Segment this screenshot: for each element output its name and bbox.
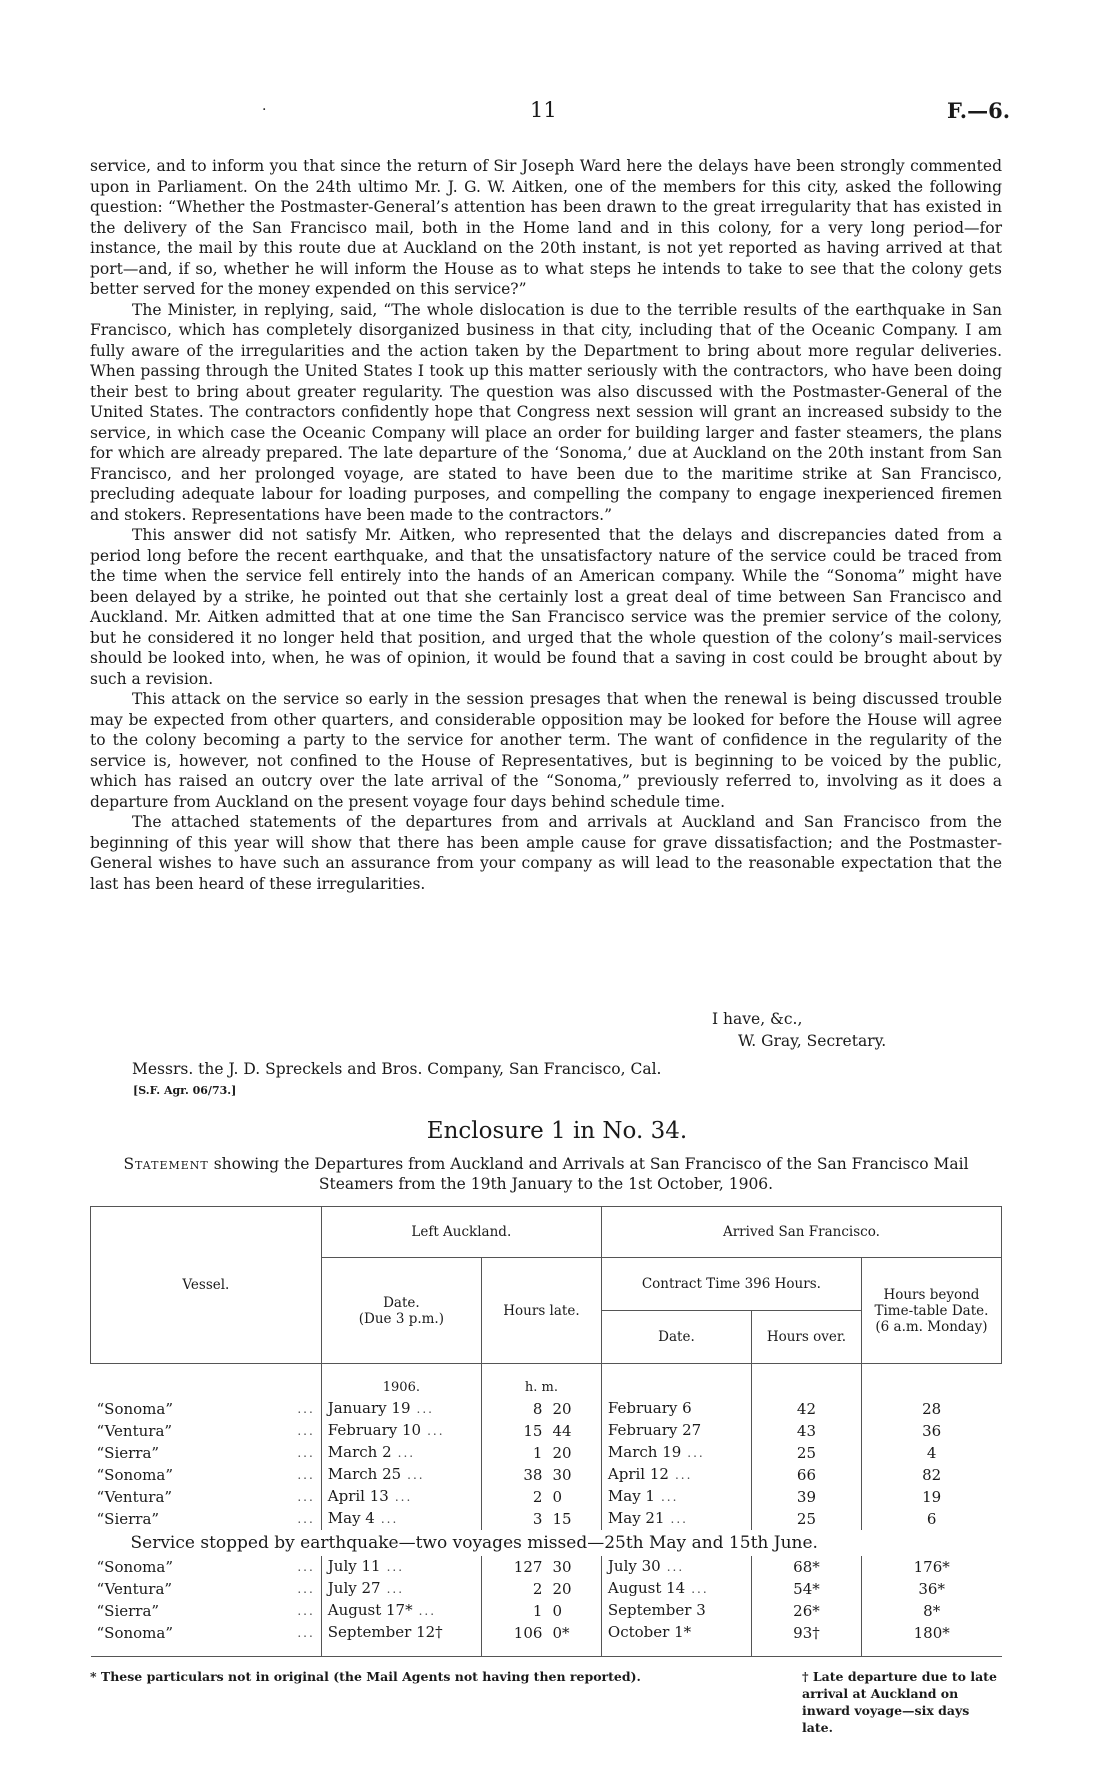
hours-beyond-cell — [861, 1398, 1001, 1420]
left-date: September 12† — [327, 1623, 443, 1641]
paragraph: The Minister, in replying, said, “The whole dislocation is due to the terrible results of the earthquake in San Francisco, which has completely disorganized business in that city, including that of the Oceanic Company. I am fully aware of the irregularities and the action taken by the Department to bring about more regular deliveries. When passing through the United States I took up this matter seriously with the contractors, who have been doing their best to bring about greater regularity. The question was also discussed with the Postmaster-General of the United States. The contractors confidently hope that Congress next session will grant an increased subsidy to the service, in which case the Oceanic Company will place an order for building larger and faster steamers, the plans for which are already prepared. The late departure of the ‘Sonoma,’ due at Auckland on the 20th instant from San Francisco, and her prolonged voyage, are stated to have been due to the maritime strike at San Francisco, precluding adequate labour for loading purposes, and compelling the company to engage inexperienced firemen and stokers. Representations have been made to the contractors.” — [90, 300, 1002, 524]
arrival-date: October 1* — [607, 1623, 692, 1641]
leader-dots: ... — [297, 1625, 315, 1640]
vessel-cell — [91, 1622, 322, 1644]
hours-over-cell — [752, 1622, 862, 1644]
paragraph: This attack on the service so early in the session presages that when the renewal is being discussed trouble may be expected from other quarters, and considerable opposition may be looked for before the House will agree to the colony becoming a party to the service for another term. The want of confidence in the regularity of the service is, however, not confined to the House of Representatives, but is beginning to be voiced by the public, which has raised an outcry over the late arrival of the “Sonoma,” previously referred to, involving as it does a departure from Auckland on the present voyage four days behind schedule time. — [90, 690, 1002, 811]
left-date: March 2 — [327, 1443, 392, 1461]
hours-over: 39 — [796, 1487, 816, 1506]
header-date-due — [321, 1258, 481, 1364]
signature: W. Gray, Secretary. — [738, 1032, 887, 1050]
left-date: July 27 — [327, 1579, 381, 1597]
hours-over-cell — [752, 1578, 862, 1600]
hours-over-cell — [752, 1398, 862, 1420]
late-minutes: 30 — [552, 1557, 572, 1576]
leader-dots: ... — [427, 1424, 445, 1438]
late-minutes: 20 — [552, 1579, 572, 1598]
hours-beyond: 36* — [918, 1579, 945, 1598]
arrival-date: February 27 — [607, 1421, 702, 1439]
arrival-date-cell — [601, 1420, 751, 1442]
header-date: Date. — [601, 1311, 751, 1364]
leader-dots: ... — [297, 1423, 315, 1438]
arrival-date-cell — [601, 1486, 751, 1508]
left-date: July 11 — [327, 1557, 381, 1575]
leader-dots: ... — [418, 1604, 437, 1618]
hours-late-cell — [481, 1508, 601, 1530]
hours-beyond-cell — [861, 1486, 1001, 1508]
hours-over-cell — [752, 1420, 862, 1442]
leader-dots: ... — [297, 1467, 315, 1482]
enclosure-title: Enclosure 1 in No. 34. — [426, 1118, 688, 1144]
table-row — [91, 1442, 1002, 1464]
addressee: Messrs. the J. D. Spreckels and Bros. Company, San Francisco, Cal. — [132, 1060, 662, 1078]
late-minutes: 44 — [552, 1421, 572, 1440]
table-row — [91, 1420, 1002, 1442]
late-minutes: 0* — [552, 1623, 570, 1642]
hours-over: 66 — [796, 1465, 816, 1484]
table-row — [91, 1464, 1002, 1486]
leader-dots: ... — [386, 1560, 405, 1574]
table-row — [91, 1578, 1002, 1600]
vessel: “Sonoma” — [96, 1557, 174, 1576]
vessel-cell — [91, 1578, 322, 1600]
late-minutes: 15 — [552, 1509, 572, 1528]
year-label: 1906. — [321, 1376, 481, 1398]
vessel-cell — [91, 1464, 322, 1486]
late-minutes: 0 — [552, 1487, 562, 1506]
leader-dots: ... — [297, 1489, 315, 1504]
hours-over: 26* — [793, 1601, 820, 1620]
vessel-cell — [91, 1398, 322, 1420]
table-row — [91, 1622, 1002, 1644]
hours-beyond-cell — [861, 1600, 1001, 1622]
left-date-cell — [321, 1420, 481, 1442]
hours-late-cell — [481, 1622, 601, 1644]
left-date-cell — [321, 1464, 481, 1486]
late-hours: 38 — [523, 1465, 543, 1484]
arrival-date: July 30 — [607, 1557, 661, 1575]
service-note: Service stopped by earthquake—two voyages missed—25th May and 15th June. — [130, 1532, 818, 1553]
leader-dots: ... — [691, 1582, 709, 1596]
hours-beyond: 19 — [922, 1487, 942, 1506]
left-date: March 25 — [327, 1465, 402, 1483]
vessel: “Ventura” — [96, 1487, 173, 1506]
left-date-cell — [321, 1398, 481, 1420]
arrival-date: March 19 — [607, 1443, 682, 1461]
header-hours-over: Hours over. — [752, 1311, 862, 1364]
statement-caption — [90, 1154, 1002, 1194]
arrival-date-cell — [601, 1578, 751, 1600]
arrival-date-cell — [601, 1622, 751, 1644]
late-hours: 2 — [532, 1487, 543, 1506]
left-date-cell — [321, 1508, 481, 1530]
hours-beyond: 176* — [913, 1557, 950, 1576]
hours-beyond-cell — [861, 1442, 1001, 1464]
leader-dots: ... — [297, 1445, 315, 1460]
paragraph: service, and to inform you that since the return of Sir Joseph Ward here the delays have been strongly commented upon in Parliament. On the 24th ultimo Mr. J. G. W. Aitken, one of the members for this city, asked the following question: “Whether the Postmaster-General’s attention has been drawn to the great irregularity that has existed in the delivery of the San Francisco mail, both in the Home land and in this colony, for a very long period—for instance, the mail by this route due at Auckland on the 20th instant, is not yet reported as having arrived at that port—and, if so, whether he will inform the House as to what steps he intends to take to see that the colony gets better served for the money expended on this service?” — [90, 157, 1002, 298]
late-minutes: 20 — [552, 1399, 572, 1418]
hours-late-cell — [481, 1464, 601, 1486]
rows-after-earthquake — [91, 1556, 1002, 1644]
hours-beyond-cell — [861, 1556, 1001, 1578]
late-hours: 1 — [532, 1601, 543, 1620]
leader-dots: ... — [660, 1490, 679, 1504]
hours-beyond: 82 — [922, 1465, 942, 1484]
hours-late-cell — [481, 1420, 601, 1442]
rows-before-earthquake — [91, 1398, 1002, 1530]
header-date-due-text: Date. (Due 3 p.m.) — [358, 1294, 444, 1327]
footnote-dagger: † Late departure due to late arrival at Auckland on inward voyage—six days late. — [802, 1669, 997, 1735]
leader-dots: ... — [297, 1581, 315, 1596]
header-hours-late: Hours late. — [481, 1258, 601, 1364]
hours-beyond: 28 — [922, 1399, 942, 1418]
hours-over-cell — [752, 1464, 862, 1486]
arrival-date-cell — [601, 1442, 751, 1464]
late-minutes: 30 — [552, 1465, 572, 1484]
leader-dots: ... — [386, 1582, 405, 1596]
left-date-cell — [321, 1486, 481, 1508]
arrival-date: May 21 — [607, 1509, 665, 1527]
leader-dots: ... — [674, 1468, 693, 1482]
hours-late-cell — [481, 1600, 601, 1622]
left-date: May 4 — [327, 1509, 375, 1527]
vessel: “Sonoma” — [96, 1399, 174, 1418]
mail-schedule-table — [90, 1206, 1002, 1657]
hours-beyond: 4 — [926, 1443, 937, 1462]
leader-dots: ... — [416, 1402, 434, 1416]
arrival-date: April 12 — [607, 1465, 669, 1483]
left-date-cell — [321, 1622, 481, 1644]
vessel: “Sonoma” — [96, 1623, 174, 1642]
closing-line: I have, &c., — [712, 1010, 803, 1028]
hours-beyond: 36 — [922, 1421, 942, 1440]
vessel: “Ventura” — [96, 1421, 173, 1440]
hours-over: 43 — [796, 1421, 816, 1440]
paragraph: The attached statements of the departures from and arrivals at Auckland and San Francisco from the beginning of this year will show that there has been ample cause for grave dissatisfaction; and the Postmaster-General wishes to have such an assurance from your company as will lead to the reasonable expectation that the last has been heard of these irregularities. — [90, 813, 1002, 893]
hours-over-cell — [752, 1486, 862, 1508]
hours-late-cell — [481, 1442, 601, 1464]
statement-text: showing the Departures from Auckland and Arrivals at San Francisco of the San Francisco Mail Steamers from the 19th January to the 1st October, 1906. — [213, 1155, 969, 1193]
letter-body — [90, 156, 1002, 894]
hours-beyond: 6 — [926, 1509, 937, 1528]
vessel-cell — [91, 1442, 322, 1464]
leader-dots: ... — [297, 1603, 315, 1618]
arrival-date-cell — [601, 1556, 751, 1578]
left-date-cell — [321, 1600, 481, 1622]
hours-beyond: 8* — [923, 1601, 941, 1620]
file-reference: [S.F. Agr. 06/73.] — [133, 1084, 237, 1097]
table-row — [91, 1486, 1002, 1508]
late-minutes: 0 — [552, 1601, 562, 1620]
vessel: “Sierra” — [96, 1601, 160, 1620]
late-hours: 1 — [532, 1443, 543, 1462]
late-hours: 2 — [532, 1579, 543, 1598]
table-row — [91, 1398, 1002, 1420]
hours-over: 68* — [793, 1557, 820, 1576]
hours-over: 25 — [796, 1509, 816, 1528]
hours-beyond-cell — [861, 1508, 1001, 1530]
statement-word: Statement — [123, 1155, 209, 1173]
page-header — [90, 98, 1010, 132]
leader-dots: ... — [687, 1446, 705, 1460]
hours-beyond-cell — [861, 1578, 1001, 1600]
late-hours: 3 — [532, 1509, 543, 1528]
header-dot: · — [262, 102, 267, 118]
hours-late-cell — [481, 1486, 601, 1508]
arrival-date: May 1 — [607, 1487, 655, 1505]
vessel: “Ventura” — [96, 1579, 173, 1598]
header-arrived-sf: Arrived San Francisco. — [601, 1207, 1001, 1258]
hours-over-cell — [752, 1508, 862, 1530]
hours-over-cell — [752, 1600, 862, 1622]
leader-dots: ... — [297, 1401, 315, 1416]
vessel-cell — [91, 1508, 322, 1530]
hours-late-cell — [481, 1556, 601, 1578]
hours-beyond-cell — [861, 1420, 1001, 1442]
hours-over: 25 — [796, 1443, 816, 1462]
vessel-cell — [91, 1486, 322, 1508]
header-left-auckland: Left Auckland. — [321, 1207, 601, 1258]
leader-dots: ... — [380, 1512, 399, 1526]
late-hours: 106 — [513, 1623, 543, 1642]
late-hours: 15 — [523, 1421, 543, 1440]
arrival-date-cell — [601, 1464, 751, 1486]
vessel-cell — [91, 1556, 322, 1578]
left-date-cell — [321, 1556, 481, 1578]
paragraph: This answer did not satisfy Mr. Aitken, who represented that the delays and discrepancies dated from a period long before the recent earthquake, and that the unsatisfactory nature of the service could be traced from the time when the service fell entirely into the hands of an American company. While the “Sonoma” might have been delayed by a strike, he pointed out that she certainly lost a great deal of time between San Francisco and Auckland. Mr. Aitken admitted that at one time the San Francisco service was the premier service of the colony, but he considered it no longer held that position, and urged that the whole question of the colony’s mail-services should be looked into, when, he was of opinion, it would be found that a saving in cost could be brought about by such a revision. — [90, 526, 1002, 688]
footnote-asterisk: * These particulars not in original (the Mail Agents not having then reported). — [90, 1669, 641, 1684]
hours-beyond: 180* — [913, 1623, 950, 1642]
left-date: February 10 — [327, 1421, 422, 1439]
left-date: April 13 — [327, 1487, 389, 1505]
arrival-date-cell — [601, 1600, 751, 1622]
hours-over-cell — [752, 1556, 862, 1578]
hours-late-cell — [481, 1398, 601, 1420]
table-row — [91, 1556, 1002, 1578]
leader-dots: ... — [407, 1468, 425, 1482]
vessel: “Sonoma” — [96, 1465, 174, 1484]
late-hours: 127 — [513, 1557, 543, 1576]
leader-dots: ... — [297, 1511, 315, 1526]
arrival-date-cell — [601, 1508, 751, 1530]
leader-dots: ... — [397, 1446, 416, 1460]
late-minutes: 20 — [552, 1443, 572, 1462]
hours-late-cell — [481, 1578, 601, 1600]
leader-dots: ... — [394, 1490, 413, 1504]
arrival-date: August 14 — [607, 1579, 686, 1597]
arrival-date: September 3 — [607, 1601, 706, 1619]
header-vessel: Vessel. — [91, 1207, 322, 1364]
arrival-date: February 6 — [607, 1399, 692, 1417]
page-number: 11 — [530, 98, 557, 122]
leader-dots: ... — [666, 1560, 685, 1574]
units-label: h. m. — [481, 1376, 601, 1398]
hours-beyond-cell — [861, 1464, 1001, 1486]
hours-over-cell — [752, 1442, 862, 1464]
vessel-cell — [91, 1600, 322, 1622]
left-date-cell — [321, 1578, 481, 1600]
vessel: “Sierra” — [96, 1443, 160, 1462]
vessel-cell — [91, 1420, 322, 1442]
footnotes — [90, 1668, 1002, 1735]
table-row — [91, 1600, 1002, 1622]
hours-over: 42 — [796, 1399, 816, 1418]
header-contract-time: Contract Time 396 Hours. — [601, 1258, 861, 1311]
arrival-date-cell — [601, 1398, 751, 1420]
hours-beyond-cell — [861, 1622, 1001, 1644]
left-date-cell — [321, 1442, 481, 1464]
leader-dots: ... — [297, 1559, 315, 1574]
table-row — [91, 1508, 1002, 1530]
vessel: “Sierra” — [96, 1509, 160, 1528]
late-hours: 8 — [532, 1399, 543, 1418]
document-reference: F.—6. — [946, 98, 1010, 123]
hours-over: 93† — [793, 1623, 820, 1642]
left-date: August 17* — [327, 1601, 413, 1619]
header-hours-beyond: Hours beyond Time-table Date. (6 a.m. Monday) — [861, 1258, 1001, 1364]
leader-dots: ... — [670, 1512, 688, 1526]
left-date: January 19 — [327, 1399, 411, 1417]
hours-over: 54* — [793, 1579, 820, 1598]
